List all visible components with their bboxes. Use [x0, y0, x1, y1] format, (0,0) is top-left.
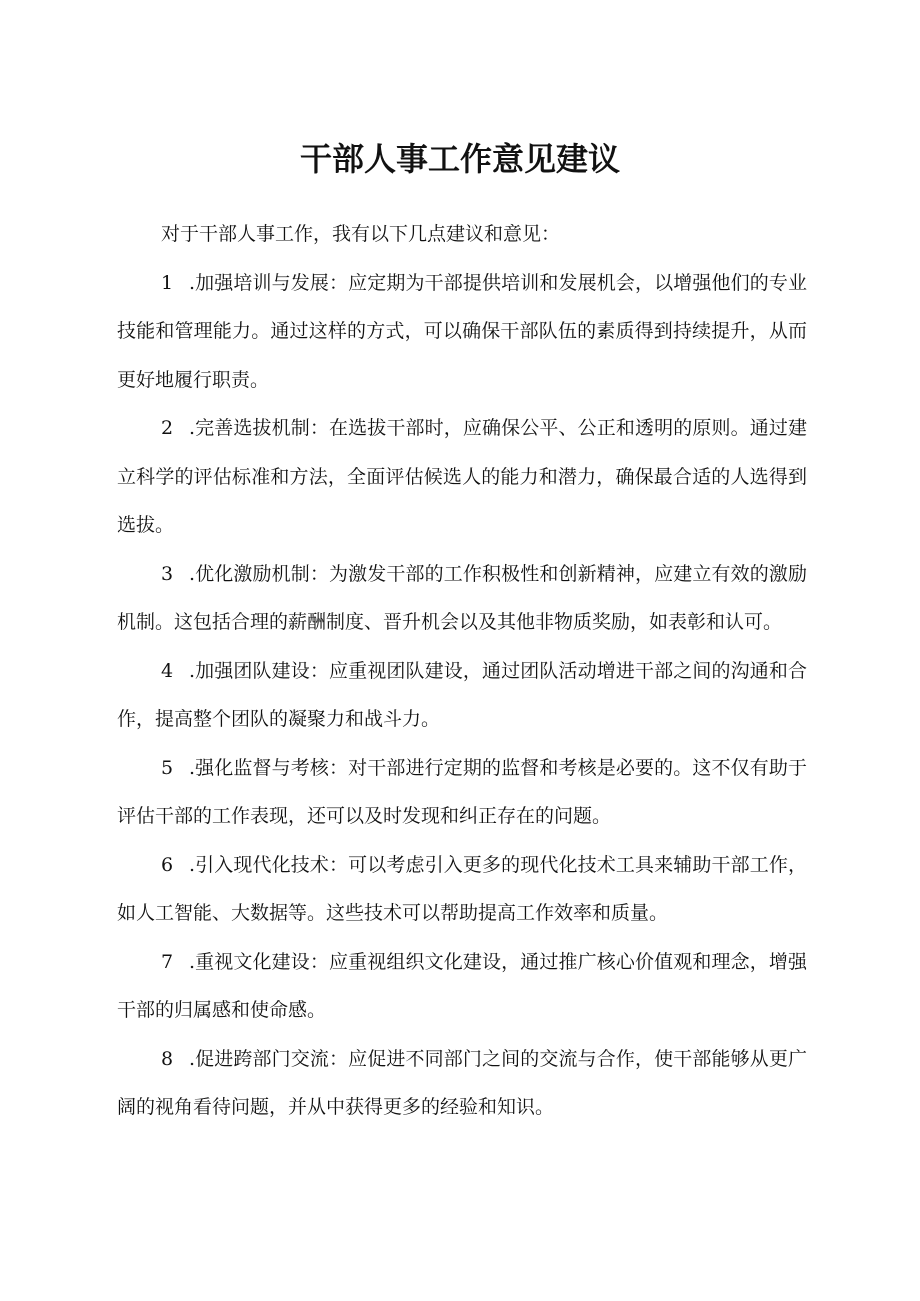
item-text: .加强培训与发展：应定期为干部提供培训和发展机会，以增强他们的专业技能和管理能力。通过这样的方式，可以确保干部队伍的素质得到持续提升，从而更好地履行职责。 [117, 271, 807, 391]
item-text: .促进跨部门交流：应促进不同部门之间的交流与合作，使干部能够从更广阔的视角看待问题，并从中获得更多的经验和知识。 [117, 1047, 807, 1118]
item-text: .重视文化建设：应重视组织文化建设，通过推广核心价值观和理念，增强干部的归属感和使命感。 [117, 950, 807, 1021]
suggestion-item-6 [117, 841, 807, 938]
document-body [117, 210, 807, 1132]
item-number: 1 [161, 271, 174, 294]
item-text: .强化监督与考核：对干部进行定期的监督和考核是必要的。这不仅有助于评估干部的工作表现，还可以及时发现和纠正存在的问题。 [117, 756, 807, 827]
suggestion-item-5 [117, 744, 807, 841]
item-number: 7 [161, 950, 174, 973]
item-number: 3 [161, 562, 174, 585]
suggestion-item-1 [117, 259, 807, 405]
item-text: .完善选拔机制：在选拔干部时，应确保公平、公正和透明的原则。通过建立科学的评估标准和方法，全面评估候选人的能力和潜力，确保最合适的人选得到选拔。 [117, 417, 807, 536]
page-title: 干部人事工作意见建议 [299, 140, 620, 179]
item-text: .优化激励机制：为激发干部的工作积极性和创新精神，应建立有效的激励机制。这包括合理的薪酬制度、晋升机会以及其他非物质奖励，如表彰和认可。 [117, 562, 807, 633]
item-number: 2 [161, 417, 174, 439]
intro-paragraph: 对于干部人事工作，我有以下几点建议和意见： [161, 223, 561, 245]
item-text: .引入现代化技术：可以考虑引入更多的现代化技术工具来辅助干部工作，如人工智能、大数据等。这些技术可以帮助提高工作效率和质量。 [117, 853, 807, 924]
suggestion-item-3 [117, 550, 807, 647]
suggestion-item-4 [117, 647, 807, 744]
item-number: 5 [161, 756, 174, 779]
item-text: .加强团队建设：应重视团队建设，通过团队活动增进干部之间的沟通和合作，提高整个团队的凝聚力和战斗力。 [117, 659, 807, 730]
suggestion-item-2 [117, 404, 807, 550]
item-number: 4 [161, 659, 174, 682]
item-number: 6 [161, 853, 174, 876]
suggestion-item-7 [117, 938, 807, 1035]
suggestion-item-8 [117, 1035, 807, 1132]
item-number: 8 [161, 1047, 174, 1070]
